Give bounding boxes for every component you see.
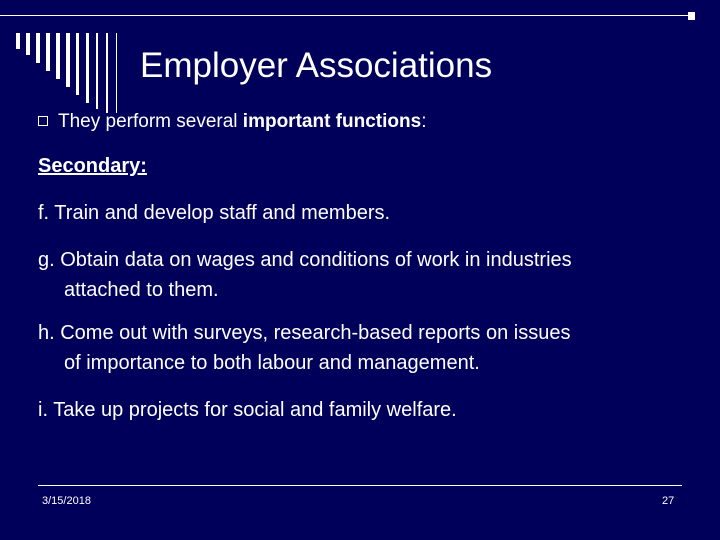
list-item-text: i. Take up projects for social and family welfare. — [38, 399, 457, 421]
top-rule — [0, 15, 695, 16]
slide-title: Employer Associations — [140, 46, 493, 85]
bullet-text-bold: important functions — [242, 111, 422, 132]
list-item — [38, 318, 698, 378]
bar — [56, 33, 60, 79]
bar — [36, 33, 40, 63]
bar — [76, 33, 79, 95]
hollow-square-bullet-icon — [38, 116, 48, 126]
list-item — [38, 245, 698, 305]
bar — [66, 33, 70, 87]
bar — [26, 33, 30, 55]
bar — [46, 33, 50, 71]
page-number: 27 — [662, 495, 675, 507]
bullet-text-suffix: : — [421, 111, 427, 132]
list-item-text: h. Come out with surveys, research-based reports on issues — [38, 322, 571, 344]
section-heading: Secondary: — [38, 155, 147, 177]
bar — [116, 33, 117, 113]
list-item-text: g. Obtain data on wages and conditions of work in industries — [38, 249, 572, 271]
bar — [16, 33, 20, 49]
list-item-continuation: attached to them. — [64, 279, 219, 301]
footer-rule — [38, 485, 682, 486]
decorative-bars — [16, 33, 126, 113]
list-item — [38, 198, 698, 228]
bar — [86, 33, 89, 103]
list-item-text: f. Train and develop staff and members. — [38, 202, 391, 224]
bar — [106, 33, 108, 113]
top-rule-marker — [688, 12, 695, 20]
bullet-text-prefix: They perform several — [58, 111, 243, 132]
footer-date: 3/15/2018 — [42, 495, 91, 507]
bullet-line — [38, 111, 426, 133]
list-item — [38, 395, 698, 425]
bar — [96, 33, 98, 109]
list-item-continuation: of importance to both labour and management. — [64, 352, 480, 374]
